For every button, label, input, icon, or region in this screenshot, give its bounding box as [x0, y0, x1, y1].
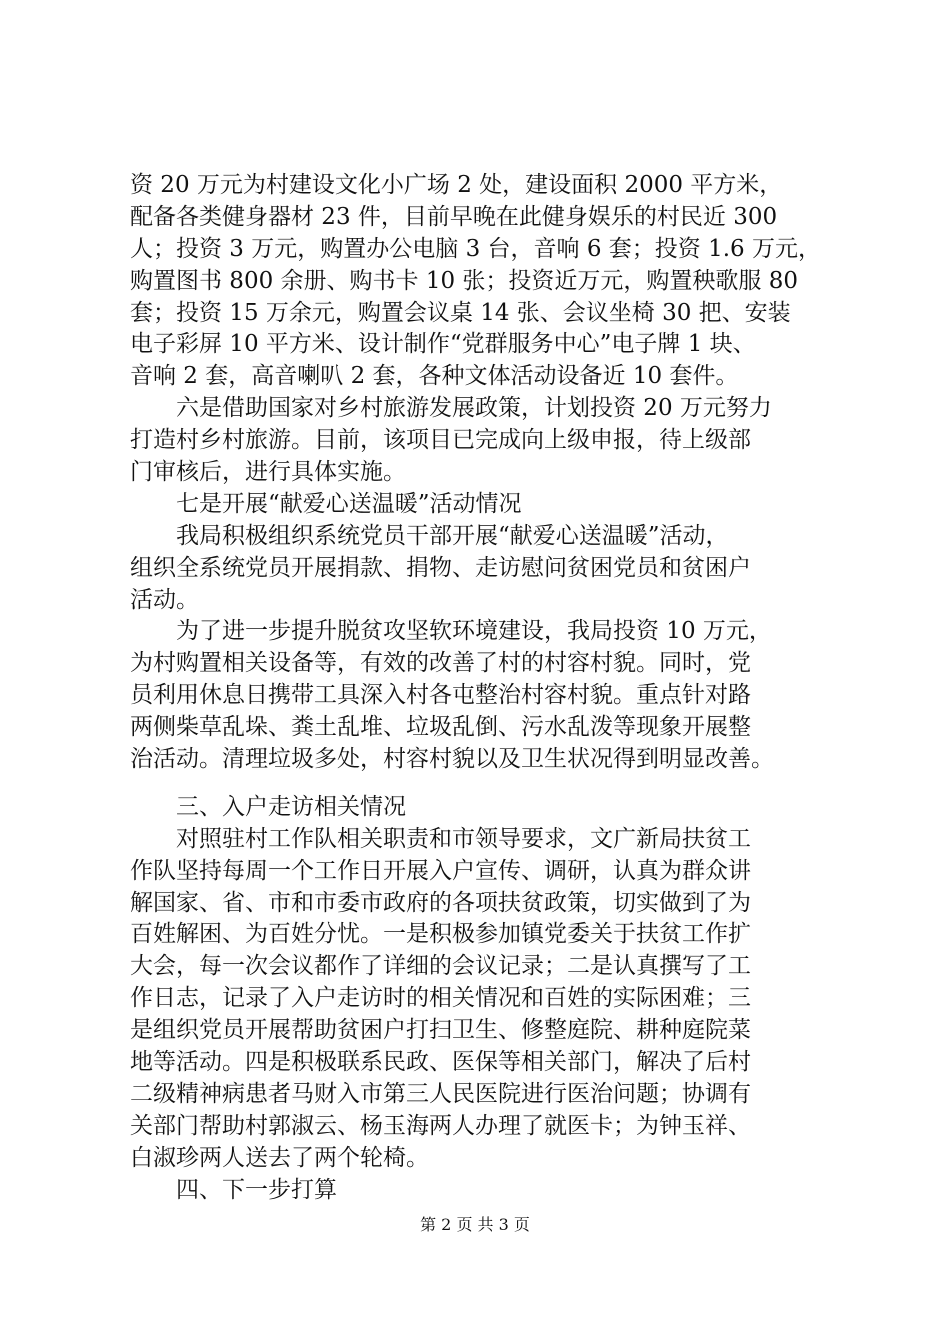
- text-line: 二级精神病患者马财入市第三人民医院进行医治问题；协调有: [130, 1080, 751, 1107]
- text-line: 门审核后，进行具体实施。: [130, 459, 406, 486]
- text-line: 打造村乡村旅游。目前，该项目已完成向上级申报，待上级部: [130, 427, 751, 454]
- text-line: 我局积极组织系统党员干部开展“献爱心送温暖”活动，: [130, 522, 729, 549]
- text-line: 资 20 万元为村建设文化小广场 2 处，建设面积 2000 平方米，: [130, 172, 783, 198]
- text-line: 购置图书 800 余册、购书卡 10 张；投资近万元，购置秧歌服 80: [130, 267, 798, 294]
- text-line: 地等活动。四是积极联系民政、医保等相关部门，解决了后村: [130, 1049, 751, 1076]
- text-line: 套；投资 15 万余元，购置会议桌 14 张、会议坐椅 30 把、安装: [130, 299, 791, 326]
- text-line: 三、入户走访相关情况: [130, 793, 406, 820]
- text-line: 作队坚持每周一个工作日开展入户宣传、调研，认真为群众讲: [130, 857, 751, 884]
- text-line: 电子彩屏 10 平方米、设计制作“党群服务中心”电子牌 1 块、: [130, 331, 756, 358]
- text-line: 组织全系统党员开展捐款、捐物、走访慰问贫困党员和贫困户: [130, 554, 751, 581]
- text-line: 员利用休息日携带工具深入村各屯整治村容村貌。重点针对路: [130, 682, 751, 709]
- text-line: 治活动。清理垃圾多处，村容村貌以及卫生状况得到明显改善。: [130, 746, 774, 773]
- text-line: 对照驻村工作队相关职责和市领导要求，文广新局扶贫工: [130, 825, 751, 852]
- text-line: 大会，每一次会议都作了详细的会议记录；二是认真撰写了工: [130, 953, 751, 980]
- text-line: 白淑珍两人送去了两个轮椅。: [130, 1144, 429, 1171]
- text-line: 为了进一步提升脱贫攻坚软环境建设，我局投资 10 万元，: [130, 618, 772, 645]
- text-line: 两侧柴草乱垛、粪土乱堆、垃圾乱倒、污水乱泼等现象开展整: [130, 714, 751, 741]
- text-line: 活动。: [130, 586, 199, 613]
- text-line: 作日志，记录了入户走访时的相关情况和百姓的实际困难；三: [130, 985, 751, 1012]
- text-line: 人；投资 3 万元，购置办公电脑 3 台，音响 6 套；投资 1.6 万元，: [130, 235, 821, 262]
- text-line: 四、下一步打算: [130, 1176, 337, 1203]
- paragraph-gap: [130, 776, 830, 792]
- document-body: [130, 170, 830, 1207]
- text-line: 六是借助国家对乡村旅游发展政策，计划投资 20 万元努力: [130, 395, 772, 422]
- text-line: 解国家、省、市和市委市政府的各项扶贫政策，切实做到了为: [130, 889, 751, 916]
- text-line: 七是开展“献爱心送温暖”活动情况: [130, 490, 522, 517]
- text-line: 关部门帮助村郭淑云、杨玉海两人办理了就医卡；为钟玉祥、: [130, 1112, 751, 1139]
- text-line: 为村购置相关设备等，有效的改善了村的村容村貌。同时，党: [130, 650, 751, 677]
- text-line: 百姓解困、为百姓分忧。一是积极参加镇党委关于扶贫工作扩: [130, 921, 751, 948]
- text-line: 是组织党员开展帮助贫困户打扫卫生、修整庭院、耕种庭院菜: [130, 1017, 751, 1044]
- page-footer: 第 2 页 共 3 页: [420, 1215, 530, 1234]
- text-line: 音响 2 套，高音喇叭 2 套，各种文体活动设备近 10 套件。: [130, 363, 739, 390]
- text-line: 配备各类健身器材 23 件，目前早晚在此健身娱乐的村民近 300: [130, 203, 778, 230]
